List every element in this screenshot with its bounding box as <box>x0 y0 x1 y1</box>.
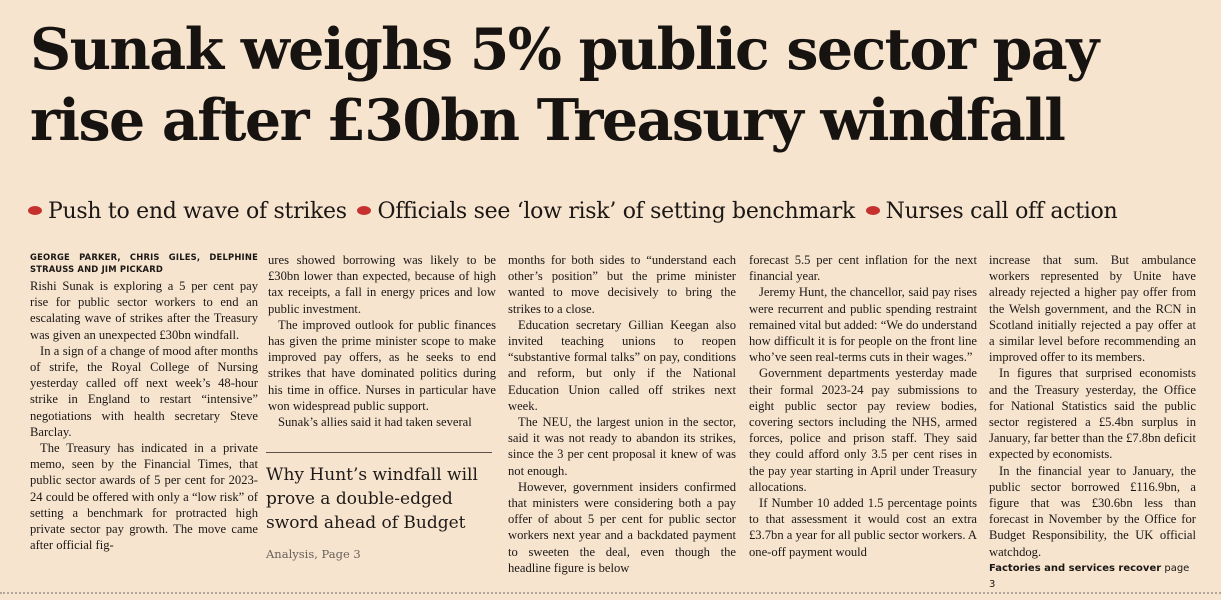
bullet-icon <box>28 206 42 215</box>
section-divider <box>0 592 1221 594</box>
analysis-promo[interactable] <box>266 452 492 561</box>
paragraph: However, government insiders confirmed that ministers were considering both a pay offer of about 5 per cent for public sector workers next year and a backdated payment to sweeten the deal, even though the headline figure is below <box>508 479 736 575</box>
headline: Sunak weighs 5% public sector pay rise after £30bn Treasury windfall <box>30 16 1098 154</box>
paragraph: In the financial year to January, the public sector borrowed £116.9bn, a figure that was £30.6bn less than forecast in November by the Office for Budget Responsibility, the UK official watchdog. <box>989 463 1196 559</box>
paragraph: ures showed borrowing was likely to be £30bn lower than expected, because of high tax receipts, a fall in energy prices and low public investment. <box>268 253 496 316</box>
promo-title[interactable]: Why Hunt’s windfall will prove a double-edged sword ahead of Budget <box>266 465 478 533</box>
paragraph: If Number 10 added 1.5 percentage points to that assessment it would cost an extra £3.7bn a year for all public sector workers. A one-off payment would <box>749 496 978 559</box>
subhead-3: Nurses call off action <box>885 199 1118 224</box>
bullet-icon <box>357 206 371 215</box>
turn-line[interactable] <box>989 561 1196 593</box>
paragraph: The Treasury has indicated in a private memo, seen by the Financial Times, that public sector awards of 5 per cent for 2023-24 could be offered with only a “low risk” of setting a benchmark for protracted high private sector pay growth. The move came after official fig- <box>30 441 258 553</box>
paragraph: Rishi Sunak is exploring a 5 per cent pay rise for public sector workers to end an escalating wave of strikes after the Treasury was given an unexpected £30bn windfall. <box>30 279 258 342</box>
paragraph: forecast 5.5 per cent inflation for the next financial year. <box>749 253 977 284</box>
paragraph: Government departments yesterday made their formal 2023-24 pay submissions to eight public sector pay review bodies, covering sectors including the NHS, armed forces, police and prison staff. They said they could afford only 3.5 per cent rises in the pay year starting in April under Treasury allocations. <box>749 366 977 494</box>
subheads <box>28 197 1218 227</box>
paragraph: increase that sum. But ambulance workers represented by Unite have already rejected a higher pay offer from the Welsh government, and the RCN in Scotland initially rejected a pay offer at a similar level before recommending an improved offer to its members. <box>989 253 1196 365</box>
byline: GEORGE PARKER, CHRIS GILES, DELPHINE STRAUSS AND JIM PICKARD <box>30 252 258 274</box>
bullet-icon <box>866 206 880 215</box>
paragraph: The NEU, the largest union in the sector, said it was not ready to abandon its strikes, since the 3 per cent proposal it knew of was not enough. <box>508 415 736 478</box>
turn-label[interactable]: Factories and services recover <box>989 562 1162 574</box>
article-column-2 <box>268 252 496 437</box>
paragraph: In figures that surprised economists and the Treasury yesterday, the Office for National Statistics said the public sector registered a £5.4bn surplus in January, far better than the £7.8bn deficit expected by economists. <box>989 366 1196 462</box>
paragraph: Sunak’s allies said it had taken several <box>278 415 472 430</box>
paragraph: months for both sides to “understand each other’s position” but the prime minister wanted to move decisively to bring the strikes to a close. <box>508 253 736 316</box>
turn-page[interactable]: page 3 <box>989 562 1190 590</box>
paragraph: Jeremy Hunt, the chancellor, said pay rises were recurrent and public spending restraint remained vital but added: “We do understand how difficult it is for people on the front line who’ve seen real-terms cuts in their wages.” <box>749 285 977 365</box>
paragraph: In a sign of a change of mood after months of strife, the Royal College of Nursing yesterday called off next week’s 48-hour strike in England to restart “intensive” negotiations with health secretary Steve Barclay. <box>30 343 258 439</box>
subhead-2: Officials see ‘low risk’ of setting benchmark <box>377 199 855 224</box>
article-column-3 <box>508 252 736 574</box>
article-column-4 <box>749 252 977 574</box>
subhead-1: Push to end wave of strikes <box>48 199 347 224</box>
article-column-1 <box>30 252 258 574</box>
promo-page-reference: Analysis, Page 3 <box>266 547 361 561</box>
paragraph: Education secretary Gillian Keegan also invited teaching unions to reopen “substantive formal talks” on pay, conditions and reform, but only if the National Education Union called off strikes next week. <box>508 317 736 413</box>
paragraph: The improved outlook for public finances has given the prime minister scope to make improved pay offers, as he seeks to end strikes that have dominated politics during his time in office. Nurses in particular have won widespread public support. <box>268 317 496 413</box>
article-column-5 <box>989 252 1196 590</box>
